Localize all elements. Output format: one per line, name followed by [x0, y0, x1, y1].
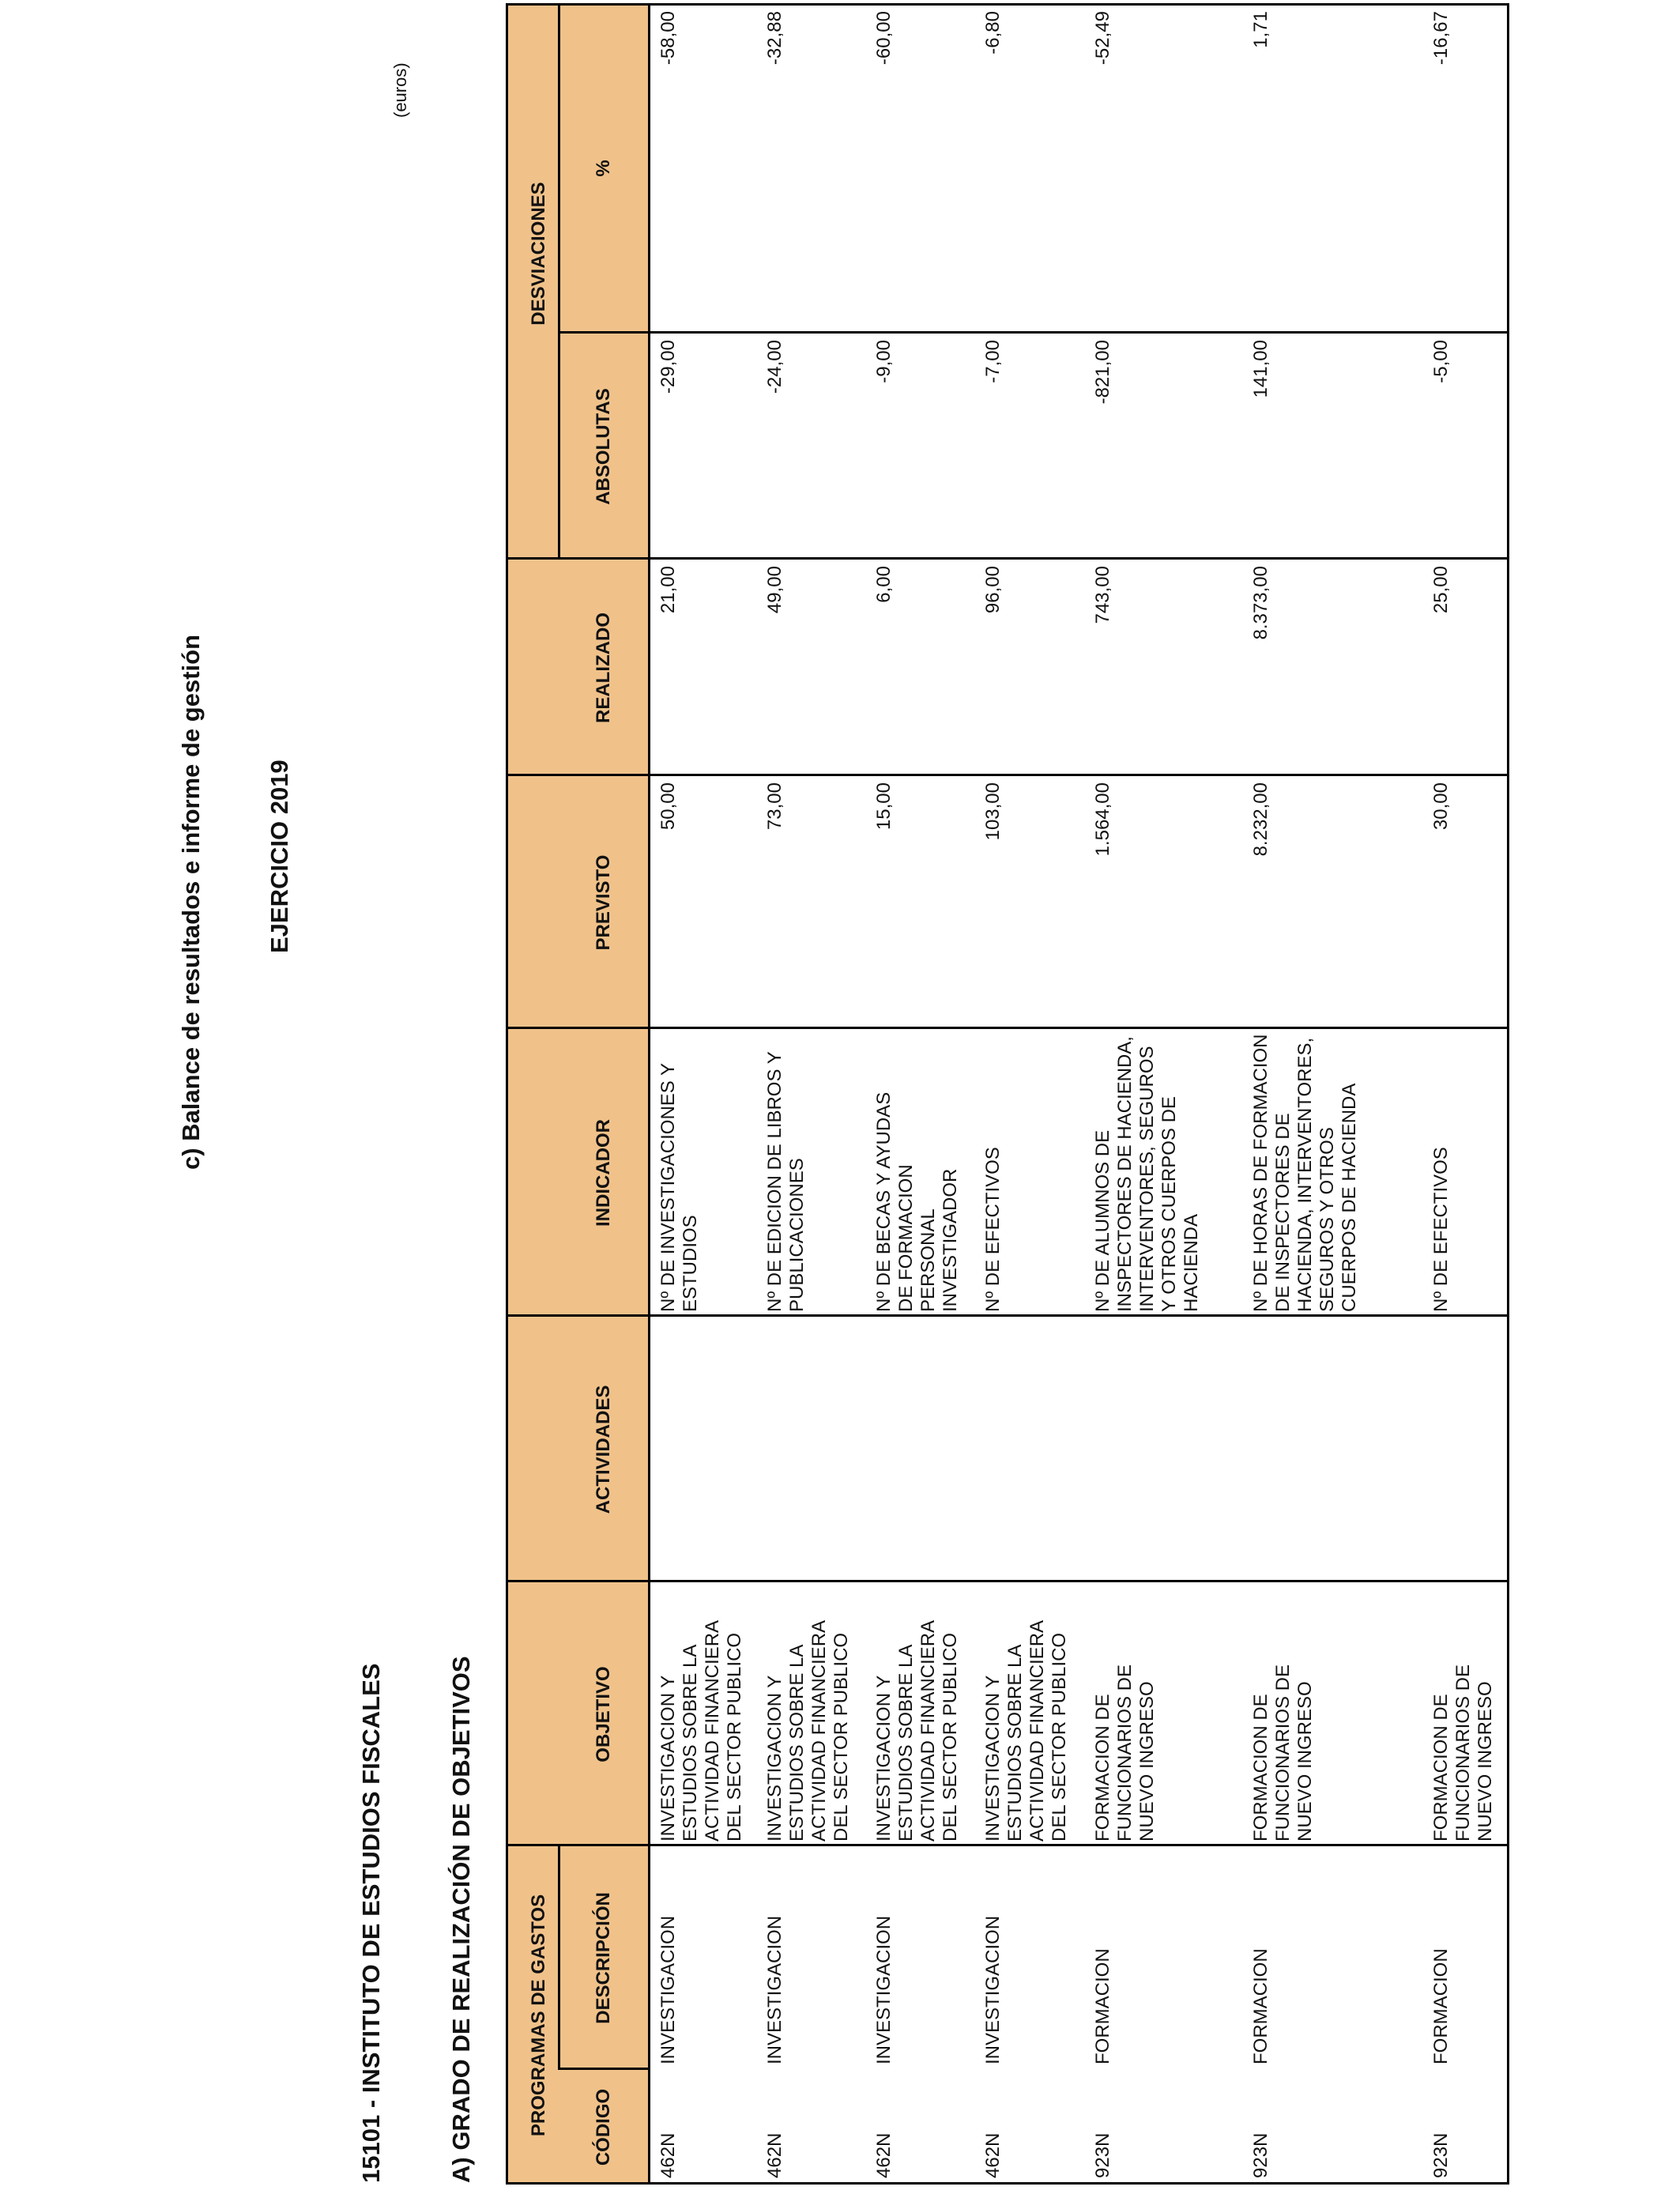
header-realizado: REALIZADO	[593, 613, 614, 723]
header-indicador: INDICADOR	[593, 1119, 614, 1227]
section-title: A) GRADO DE REALIZACIÓN DE OBJETIVOS	[447, 1656, 475, 2183]
cell-porcentaje: -60,00	[873, 11, 895, 66]
col-rule-realizado	[506, 774, 1509, 776]
header-bottom-rule	[648, 3, 650, 2185]
table-header-band	[506, 3, 648, 2185]
document-title: c) Balance de resultados e informe de gestión	[177, 634, 205, 1170]
cell-absolutas: -5,00	[1430, 340, 1452, 383]
cell-descripcion: INVESTIGACION	[764, 1915, 785, 2064]
cell-porcentaje: -16,67	[1430, 11, 1452, 66]
cell-absolutas: -821,00	[1092, 340, 1113, 405]
fiscal-year-title: EJERCICIO 2019	[266, 760, 293, 953]
header-previsto: PREVISTO	[593, 854, 614, 951]
table-border-left	[506, 2182, 1509, 2185]
cell-previsto: 15,00	[873, 782, 895, 831]
cell-indicador: Nº DE BECAS Y AYUDAS DE FORMACION PERSONAL INVESTIGADOR	[873, 1091, 961, 1312]
cell-descripcion: FORMACION	[1092, 1948, 1113, 2064]
header-actividades: ACTIVIDADES	[593, 1385, 614, 1514]
cell-descripcion: INVESTIGACION	[982, 1915, 1004, 2064]
cell-porcentaje: -32,88	[764, 11, 785, 66]
units-label: (euros)	[390, 62, 410, 118]
cell-realizado: 743,00	[1092, 566, 1113, 624]
cell-objetivo: INVESTIGACION Y ESTUDIOS SOBRE LA ACTIVIDAD FINANCIERA DEL SECTOR PUBLICO	[873, 1621, 961, 1842]
header-subrule-desviaciones	[558, 3, 560, 560]
cell-objetivo: INVESTIGACION Y ESTUDIOS SOBRE LA ACTIVIDAD FINANCIERA DEL SECTOR PUBLICO	[657, 1621, 745, 1842]
cell-descripcion: FORMACION	[1250, 1948, 1271, 2064]
cell-absolutas: -7,00	[982, 340, 1004, 383]
cell-previsto: 1.564,00	[1092, 782, 1113, 857]
header-porcentaje: %	[593, 160, 614, 177]
cell-absolutas: -9,00	[873, 340, 895, 383]
cell-indicador: Nº DE INVESTIGACIONES Y ESTUDIOS	[657, 1063, 701, 1312]
cell-absolutas: 141,00	[1250, 340, 1271, 398]
cell-objetivo: FORMACION DE FUNCIONARIOS DE NUEVO INGRESO	[1430, 1664, 1496, 1842]
cell-codigo: 462N	[764, 2132, 785, 2178]
cell-porcentaje: -6,80	[982, 11, 1004, 55]
cell-descripcion: INVESTIGACION	[873, 1915, 895, 2064]
cell-realizado: 21,00	[657, 566, 679, 614]
cell-realizado: 6,00	[873, 566, 895, 603]
cell-porcentaje: -58,00	[657, 11, 679, 66]
cell-realizado: 8.373,00	[1250, 566, 1271, 640]
header-programas-gastos: PROGRAMAS DE GASTOS	[528, 1894, 549, 2137]
cell-previsto: 73,00	[764, 782, 785, 831]
cell-porcentaje: 1,71	[1250, 11, 1271, 48]
header-codigo: CÓDIGO	[593, 2088, 614, 2166]
table-border-right	[506, 3, 1509, 6]
cell-previsto: 103,00	[982, 782, 1004, 841]
cell-codigo: 923N	[1430, 2132, 1452, 2178]
col-rule-indicador	[506, 1314, 1509, 1317]
cell-codigo: 923N	[1250, 2132, 1271, 2178]
entity-title: 15101 - INSTITUTO DE ESTUDIOS FISCALES	[357, 1663, 385, 2183]
cell-indicador: Nº DE EFECTIVOS	[982, 1147, 1004, 1312]
cell-descripcion: INVESTIGACION	[657, 1915, 679, 2064]
table-border-bottom	[1507, 3, 1509, 2185]
cell-objetivo: INVESTIGACION Y ESTUDIOS SOBRE LA ACTIVIDAD FINANCIERA DEL SECTOR PUBLICO	[982, 1621, 1070, 1842]
cell-indicador: Nº DE EDICION DE LIBROS Y PUBLICACIONES	[764, 1051, 808, 1312]
header-descripcion: DESCRIPCIÓN	[593, 1892, 614, 2024]
cell-absolutas: -29,00	[657, 340, 679, 394]
col-rule-descripcion	[558, 2068, 649, 2070]
cell-descripcion: FORMACION	[1430, 1948, 1452, 2064]
cell-realizado: 49,00	[764, 566, 785, 614]
col-rule-previsto	[506, 1027, 1509, 1029]
cell-porcentaje: -52,49	[1092, 11, 1113, 66]
cell-realizado: 96,00	[982, 566, 1004, 614]
cell-objetivo: FORMACION DE FUNCIONARIOS DE NUEVO INGRESO	[1250, 1664, 1316, 1842]
header-objetivo: OBJETIVO	[593, 1666, 614, 1762]
header-absolutas: ABSOLUTAS	[593, 388, 614, 505]
cell-codigo: 462N	[982, 2132, 1004, 2178]
col-rule-absolutas	[506, 557, 1509, 560]
cell-indicador: Nº DE ALUMNOS DE INSPECTORES DE HACIENDA, INTERVENTORES, SEGUROS Y OTROS CUERPOS DE HACIENDA	[1092, 1036, 1202, 1312]
header-subrule-programas	[558, 1846, 560, 2070]
cell-objetivo: FORMACION DE FUNCIONARIOS DE NUEVO INGRESO	[1092, 1664, 1158, 1842]
header-desviaciones: DESVIACIONES	[528, 182, 549, 326]
cell-codigo: 462N	[873, 2132, 895, 2178]
cell-codigo: 923N	[1092, 2132, 1113, 2178]
cell-realizado: 25,00	[1430, 566, 1452, 614]
cell-absolutas: -24,00	[764, 340, 785, 394]
objectives-table	[506, 3, 1509, 2185]
cell-previsto: 8.232,00	[1250, 782, 1271, 857]
cell-previsto: 50,00	[657, 782, 679, 831]
table-border-top	[506, 3, 508, 2185]
cell-previsto: 30,00	[1430, 782, 1452, 831]
cell-indicador: Nº DE HORAS DE FORMACION DE INSPECTORES DE HACIENDA, INTERVENTORES, SEGUROS Y OTROS CUERPOS DE HACIENDA	[1250, 1034, 1360, 1312]
cell-objetivo: INVESTIGACION Y ESTUDIOS SOBRE LA ACTIVIDAD FINANCIERA DEL SECTOR PUBLICO	[764, 1621, 852, 1842]
col-rule-actividades	[506, 1580, 1509, 1582]
cell-codigo: 462N	[657, 2132, 679, 2178]
col-rule-objetivo	[506, 1844, 1509, 1846]
cell-indicador: Nº DE EFECTIVOS	[1430, 1147, 1452, 1312]
col-rule-porcentaje	[558, 331, 1509, 334]
